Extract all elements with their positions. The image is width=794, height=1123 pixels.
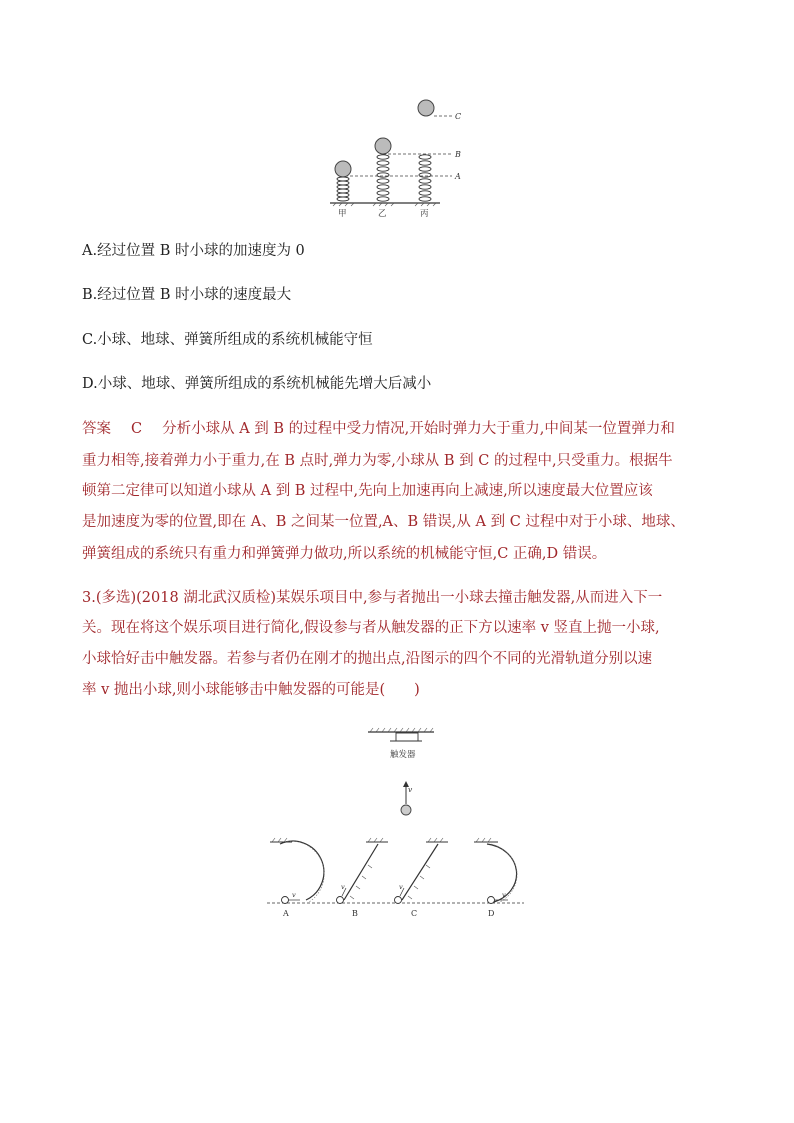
spring-figure bbox=[325, 95, 475, 220]
track-label-c: C bbox=[411, 909, 418, 918]
label-a: A bbox=[455, 172, 461, 181]
option-d: D.小球、地球、弹簧所组成的系统机械能先增大后减小 bbox=[82, 376, 432, 392]
label-jia: 甲 bbox=[338, 209, 347, 219]
ball-c bbox=[418, 100, 434, 116]
question3-line-4: 率 v 抛出小球,则小球能够击中触发器的可能是( ) bbox=[82, 682, 420, 698]
label-yi: 乙 bbox=[378, 209, 387, 219]
svg-text:v: v bbox=[502, 891, 506, 899]
svg-text:v: v bbox=[292, 891, 296, 899]
track-figure bbox=[262, 724, 532, 924]
option-c: C.小球、地球、弹簧所组成的系统机械能守恒 bbox=[82, 332, 373, 348]
answer-choice: C bbox=[131, 421, 143, 437]
svg-text:v: v bbox=[341, 883, 345, 891]
option-b: B.经过位置 B 时小球的速度最大 bbox=[82, 287, 292, 303]
answer-label: 答案 bbox=[82, 421, 111, 437]
label-b: B bbox=[455, 150, 461, 159]
answer-line-3: 顿第二定律可以知道小球从 A 到 B 过程中,先向上加速再向上减速,所以速度最大位置应该 bbox=[82, 483, 653, 499]
option-a: A.经过位置 B 时小球的加速度为 0 bbox=[82, 243, 305, 259]
ball-yi bbox=[375, 138, 391, 154]
track-label-a: A bbox=[283, 909, 289, 918]
track-d bbox=[474, 838, 517, 904]
trigger-box bbox=[396, 733, 418, 741]
spring-yi bbox=[377, 155, 389, 201]
label-bing: 丙 bbox=[420, 209, 429, 219]
answer-line-1 bbox=[82, 419, 675, 439]
velocity-label: v bbox=[408, 785, 413, 794]
answer-line-2: 重力相等,接着弹力小于重力,在 B 点时,弹力为零,小球从 B 到 C 的过程中,只受重力。根据牛 bbox=[82, 453, 673, 469]
spring-jia bbox=[337, 177, 349, 201]
svg-text:v: v bbox=[399, 883, 403, 891]
track-c bbox=[395, 838, 449, 904]
track-a bbox=[270, 838, 324, 904]
answer-line-5: 弹簧组成的系统只有重力和弹簧弹力做功,所以系统的机械能守恒,C 正确,D 错误。 bbox=[82, 546, 607, 562]
track-label-b: B bbox=[352, 909, 358, 918]
thrown-ball bbox=[401, 805, 411, 815]
track-b bbox=[337, 838, 389, 904]
trigger-label: 触发器 bbox=[390, 750, 416, 760]
label-c: C bbox=[455, 112, 462, 121]
answer-line-4: 是加速度为零的位置,即在 A、B 之间某一位置,A、B 错误,从 A 到 C 过程中对于小球、地球、 bbox=[82, 514, 685, 530]
answer-text-1: 分析小球从 A 到 B 的过程中受力情况,开始时弹力大于重力,中间某一位置弹力和 bbox=[162, 421, 675, 437]
question3-line-3: 小球恰好击中触发器。若参与者仍在刚才的抛出点,沿图示的四个不同的光滑轨道分别以速 bbox=[82, 651, 653, 667]
ball-jia bbox=[335, 161, 351, 177]
question3-line-2: 关。现在将这个娱乐项目进行简化,假设参与者从触发器的正下方以速率 v 竖直上抛一小球, bbox=[82, 620, 660, 636]
track-label-d: D bbox=[488, 909, 495, 918]
question3-line-1: 3.(多选)(2018 湖北武汉质检)某娱乐项目中,参与者抛出一小球去撞击触发器,从而进入下一 bbox=[82, 590, 663, 606]
spring-bing bbox=[419, 155, 431, 201]
